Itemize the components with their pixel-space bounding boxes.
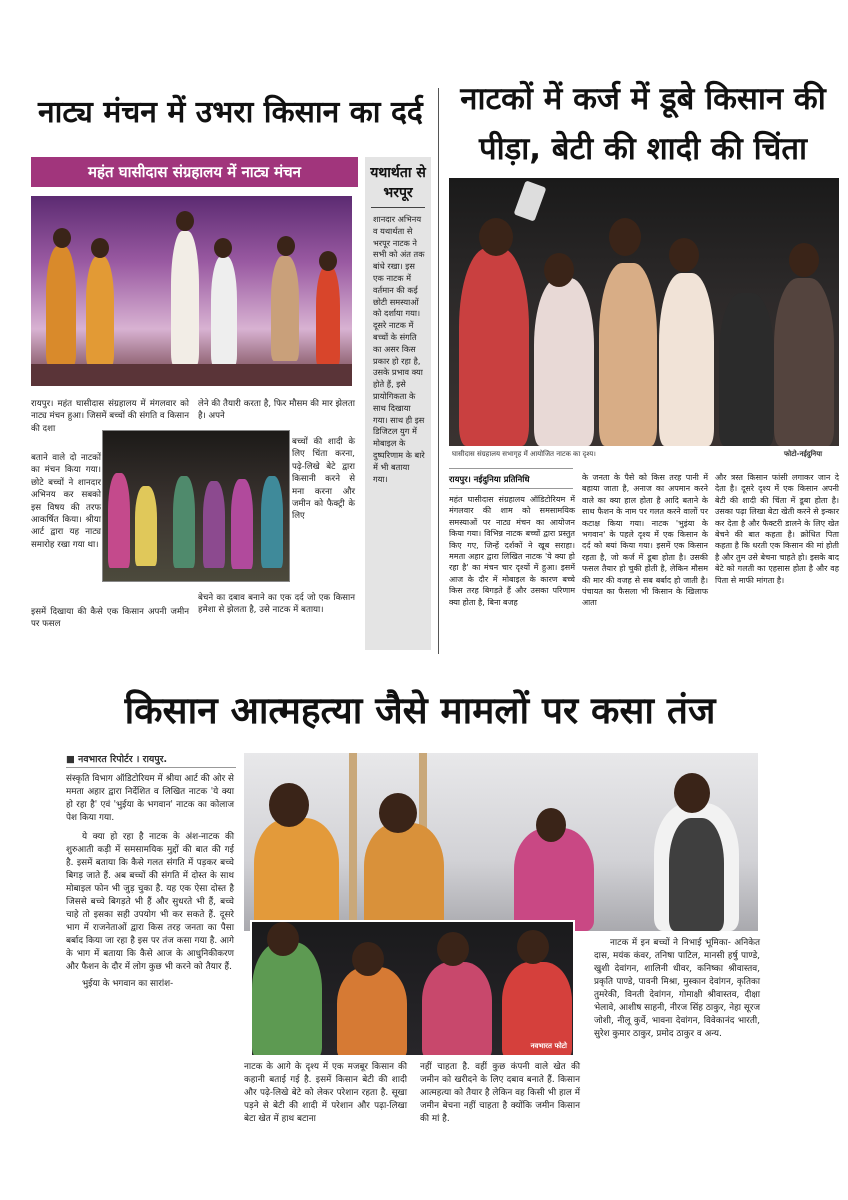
article3-byline: ■ नवभारत रिपोर्टर । रायपुर. bbox=[66, 754, 168, 765]
sidebar-title: यथार्थता से भरपूर bbox=[370, 165, 426, 201]
article1-col1-top: रायपुर। महंत घासीदास संग्रहालय में मंगलवार को नाट्य मंचन हुआ। जिसमें बच्चों की संगति व किसान की दशा bbox=[31, 399, 189, 434]
article2-headline-line2: पीड़ा, बेटी की शादी की चिंता bbox=[478, 131, 808, 167]
article2-photo-caption: घासीदास संग्रहालय सभागृह में आयोजित नाटक का दृश्य। bbox=[452, 450, 596, 458]
article3-col1 bbox=[66, 773, 234, 991]
article2-stage-photo bbox=[449, 178, 839, 446]
article1-col1-left: बताने वाले दो नाटकों का मंचन किया गया। छोटे बच्चों ने शानदार अभिनय कर सबको इस विषय की तरफ आकर्षित किया। श्रीया आर्ट द्वारा यह नाट्य समारोह रखा गया था। bbox=[31, 453, 101, 550]
article1-banner: महंत घासीदास संग्रहालय में नाट्य मंचन bbox=[31, 157, 358, 187]
article3-inset-photo bbox=[250, 920, 575, 1057]
article1-headline: नाट्य मंचन में उभरा किसान का दर्द bbox=[38, 95, 423, 130]
article1-col2-bottom: बेचने का दबाव बनाने का एक दर्द जो एक किसान हमेशा से झेलता है, उसे नाटक में बताया। bbox=[198, 593, 355, 616]
article1-inset-photo bbox=[102, 430, 290, 582]
article3-col2: नाटक के आगे के दृश्य में एक मजबूर किसान की कहानी बताई गई है. इसमें किसान बेटी की शादी और पढ़े-लिखे बेटे को लेकर परेशान रहता है. सूखा पड़ने से बेटी की शादी में परेशान और पढ़ा-लिखा बेटा खेत में हाथ बटाना bbox=[244, 1062, 407, 1124]
article3-photo-credit: नवभारत फोटो bbox=[530, 1042, 567, 1050]
article2-col3: और त्रस्त किसान फांसी लगाकर जान दे देता है। दूसरे दृश्य में एक किसान अपनी बेटी की शादी की चिंता में डूबा होता है। उसका पढ़ा लिखा बेटा खेती करने से इन्कार कर देता है और फैक्टरी डालने के लिए खेत बेचने की बात कहता है। क्रोधित पिता कहता है कि धरती एक किसान की मां होती है और तुम उसे बेचना चाहते हो। इसके बाद बेटे को गलती का एहसास होता है और वह पिता से माफी मांगता है। bbox=[715, 473, 839, 585]
column-divider bbox=[438, 88, 439, 654]
article3-headline: किसान आत्महत्या जैसे मामलों पर कसा तंज bbox=[124, 689, 716, 732]
article1-stage-photo bbox=[31, 196, 352, 386]
article3-col4: नाटक में इन बच्चों ने निभाई भूमिका- अनिकेत दास, मयंक कंवर, तनिषा पाटिल, मानसी हर्षु पाण्डे, खुशी देवांगन, शालिनी धीवर, कनिष्का श्रीवास्तव, प्रकृति पाण्डे, पावनी मिश्रा, मुस्कान देवांगन, कृतिका तुमरेकी, विनती देवांगन, गोमाक्षी श्रीवास्तव, दीक्षा भेलावे, आशीष साहनी, नीरज सिंह ठाकुर, नेहा सूरज जोशी, नीलू कुर्वे, भावना देवांगन, विवेकानंद भारती, सुरेश कुमार ठाकुर, प्रमोद ठाकुर व अन्य. bbox=[594, 938, 760, 1039]
article2-col2: के जनता के पैसे को किस तरह पानी में बहाया जाता है, अनाज का अपमान करने वाले का क्या हाल होता है आदि बताने के साथ फैशन के नाम पर गलत करने वालों पर कटाक्ष किया गया। नाटक 'भुइंया के भगवान' के पहले दृश्य में एक किसान के दर्द को बयां किया गया। इसमें एक किसान रहता है, जो कर्ज में डूबा होता है। उसकी फसल तैयार हो चुकी होती है, लेकिन मौसम की मार की वजह से सब बर्बाद हो जाती है। पंचायत का फैसला भी किसान के खिलाफ आता bbox=[582, 473, 708, 608]
article3-main-photo bbox=[244, 753, 758, 931]
article3-para2: ये क्या हो रहा है नाटक के अंश-नाटक की शुरुआती कड़ी में समसामयिक मुद्दों की बात की गई है. इसमें बताया कि कैसे गलत संगति में पड़कर बच्चे बिगड़ जाते हैं. अब बच्चों की संगति में दोस्त के साथ मोबाइल फोन भी जुड़ चुका है. यह एक ऐसा दोस्त है जिससे बच्चे बिगड़ते भी हैं और सुधरते भी हैं, बच्चे चाहे तो इसका सही उपयोग भी कर सकते हैं. दूसरे भाग में राजनेताओं द्वारा किस तरह जनता का पैसा बर्बाद किया जा रहा है इस पर तंज कसा गया है. आगे के भाग में बताया कि कैसे आज के आधुनिकीकरण और फैशन के दौर में लोग कुछ भी करने को तैयार हैं. bbox=[66, 832, 234, 972]
article1-col2-right: बच्चों की शादी के लिए चिंता करना, पढ़े-लिखे बेटे द्वारा किसानी करने से मना करना और जमीन को फैक्ट्री के लिए bbox=[292, 437, 355, 522]
article1-col2-top: लेने की तैयारी करता है, फिर मौसम की मार झेलता है। अपने bbox=[198, 399, 355, 422]
article3-para3: भुईया के भगवान का सारांश- bbox=[82, 979, 174, 989]
article2-byline: रायपुर। नईदुनिया प्रतिनिधि bbox=[449, 474, 530, 484]
sidebar-text: शानदार अभिनय व यथार्थता से भरपूर नाटक ने सभी को अंत तक बांधे रखा। इस एक नाटक में वर्तमान की कई छोटी समस्याओं को दर्शाया गया। दूसरे नाटक में बच्चों के संगति का असर किस प्रकार हो रहा है, उसके प्रभाव क्या होते हैं, इसे प्रायोगिकता के साथ दिखाया गया। साथ ही इस डिजिटल युग में मोबाइल के दुष्परिणाम के बारे में भी बताया गया। bbox=[373, 214, 425, 484]
article3-col3: नहीं चाहता है. वहीं कुछ कंपनी वाले खेत की जमीन को खरीदने के लिए दबाव बनाते हैं. किसान आत्महत्या को तैयार है लेकिन वह किसी भी हाल में जमीन बेचना नहीं चाहता है क्योंकि जमीन किसान की मां है. bbox=[420, 1062, 580, 1124]
article1-sidebar bbox=[365, 157, 431, 650]
article1-col1-bottom: इसमें दिखाया की कैसे एक किसान अपनी जमीन पर फसल bbox=[31, 607, 189, 630]
article3-para1: संस्कृति विभाग ऑडिटोरियम में श्रीया आर्ट की ओर से ममता अहार द्वारा निर्देशित व लिखित नाटक 'ये क्या हो रहा है' एवं 'भुईया के भगवान' नाटक का कोलाज पेश किया गया. bbox=[66, 774, 234, 823]
article2-headline-line1: नाटकों में कर्ज में डूबे किसान की bbox=[460, 81, 826, 117]
article2-col1: महंत घासीदास संग्रहालय ऑडिटोरियम में मंगलवार की शाम को समसामयिक समस्याओं पर नाट्य मंचन का आयोजन किया गया। विभिन्न नाटक बच्चों द्वारा प्रस्तुत किए गए, जिन्हें दर्शकों ने खूब सराहा। ममता अहार द्वारा लिखित नाटक 'ये क्या हो रहा है' का मंचन चार दृश्यों में हुआ। इसमें आज के दौर में मोबाइल के कारण बच्चे किस तरह बिगड़ते हैं और उसका परिणाम क्या होता है, बिना बजह bbox=[449, 495, 575, 607]
article2-photo-credit: फोटो-नईदुनिया bbox=[784, 450, 823, 458]
